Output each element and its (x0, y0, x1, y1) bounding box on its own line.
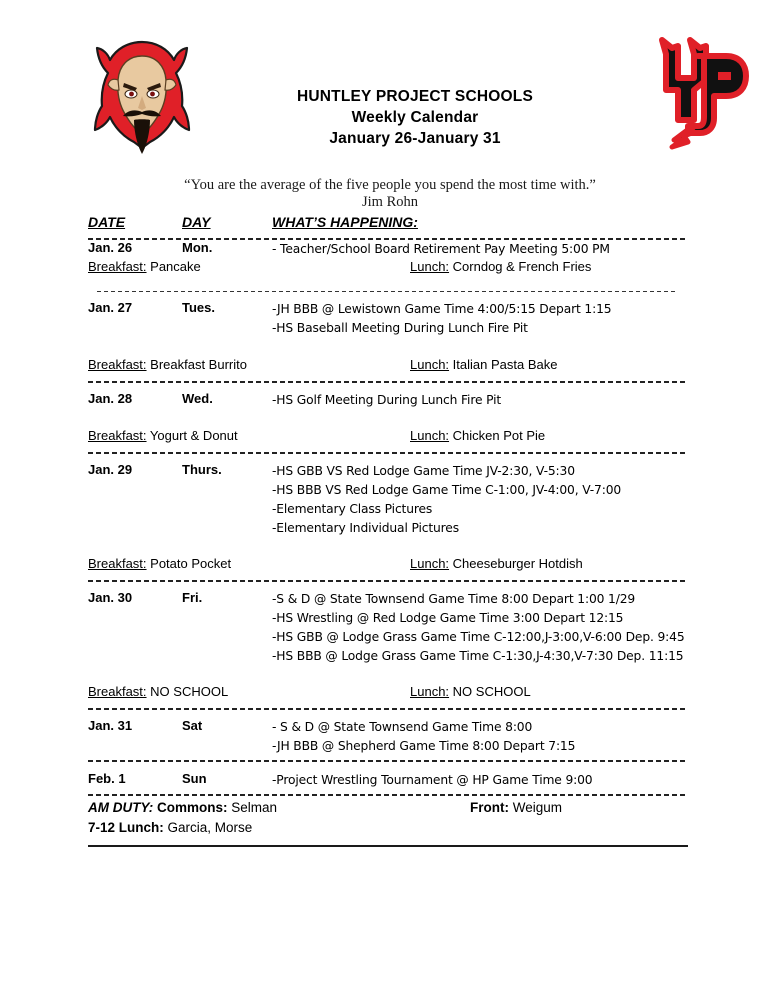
day-entry (0, 462, 773, 540)
events-cell (272, 300, 773, 338)
lunch-cell (410, 357, 557, 372)
red-devil-mascot-logo (88, 36, 196, 158)
day-cell: Tues. (182, 300, 215, 315)
day-entry (0, 718, 773, 760)
lunch-712-value: Garcia, Morse (167, 820, 253, 835)
events-cell (272, 240, 773, 259)
meal-row (0, 259, 773, 283)
divider (88, 794, 687, 796)
quote-block (90, 176, 690, 211)
commons-label: Commons: (157, 800, 228, 815)
event-line: - S & D @ State Townsend Game Time 8:00 (272, 720, 533, 734)
bottom-border-rule (88, 845, 688, 847)
event-line: -HS GBB VS Red Lodge Game Time JV-2:30, V-5:30 (272, 464, 575, 478)
lunch-value: Corndog & French Fries (452, 259, 592, 274)
date-cell: Feb. 1 (88, 771, 126, 786)
breakfast-cell (88, 357, 247, 372)
day-row-thurs (0, 454, 773, 580)
day-row-sun (0, 762, 773, 794)
event-line: -JH BBB @ Lewistown Game Time 4:00/5:15 Depart 1:15 (272, 302, 612, 316)
title-line-subtitle: Weekly Calendar (351, 109, 479, 126)
date-cell: Jan. 26 (88, 240, 133, 255)
event-line: -Elementary Individual Pictures (272, 521, 459, 535)
day-entry (0, 590, 773, 668)
day-entry (0, 240, 773, 259)
breakfast-label: Breakfast: (88, 684, 147, 699)
am-duty-label: AM DUTY: (88, 800, 154, 815)
day-row-sat (0, 710, 773, 760)
lunch-cell (410, 684, 531, 699)
day-entry (0, 300, 773, 340)
event-line: -HS Baseball Meeting During Lunch Fire Pit (272, 321, 528, 335)
event-line: -HS Golf Meeting During Lunch Fire Pit (272, 393, 502, 407)
breakfast-label: Breakfast: (88, 259, 147, 274)
lunch-value: Chicken Pot Pie (452, 428, 546, 443)
event-line: -HS Wrestling @ Red Lodge Game Time 3:00 Depart 12:15 (272, 611, 624, 625)
breakfast-label: Breakfast: (88, 428, 147, 443)
quote-author: Jim Rohn (362, 194, 418, 210)
title-line-daterange: January 26-January 31 (329, 130, 501, 147)
event-line: -Elementary Class Pictures (272, 502, 433, 516)
quote-text: “You are the average of the five people you spend the most time with.” (184, 177, 596, 193)
day-row-wed (0, 383, 773, 452)
lunch-cell (410, 428, 545, 443)
column-header-whats-happening: WHAT’S HAPPENING: (272, 214, 418, 230)
breakfast-cell (88, 428, 238, 443)
day-row-tues (0, 292, 773, 381)
lunch-label: Lunch: (410, 357, 450, 372)
events-cell (272, 771, 773, 790)
events-cell (272, 391, 773, 410)
breakfast-cell (88, 684, 228, 699)
lunch-712-label: 7-12 Lunch: (88, 820, 164, 835)
lunch-712-cell (88, 820, 252, 835)
commons-value: Selman (231, 800, 278, 815)
hp-monogram-logo (648, 32, 750, 150)
meal-row (0, 556, 773, 580)
breakfast-label: Breakfast: (88, 556, 147, 571)
am-duty-cell (88, 800, 277, 815)
meal-row (0, 684, 773, 708)
column-headers (0, 214, 773, 236)
front-value: Weigum (512, 800, 563, 815)
day-row-fri (0, 582, 773, 708)
front-label: Front: (470, 800, 509, 815)
event-line: -HS BBB VS Red Lodge Game Time C-1:00, JV-4:00, V-7:00 (272, 483, 622, 497)
lunch-label: Lunch: (410, 684, 450, 699)
column-header-date: DATE (88, 214, 126, 230)
event-line: -JH BBB @ Shepherd Game Time 8:00 Depart 7:15 (272, 739, 576, 753)
day-entry (0, 391, 773, 411)
breakfast-value: Pancake (150, 259, 201, 274)
event-line: -Project Wrestling Tournament @ HP Game Time 9:00 (272, 773, 593, 787)
lunch-cell (410, 556, 583, 571)
event-line: - Teacher/School Board Retirement Pay Meeting 5:00 PM (272, 242, 610, 256)
page-header (0, 24, 773, 164)
lunch-value: Italian Pasta Bake (452, 357, 558, 372)
events-cell (272, 590, 773, 666)
day-cell: Mon. (182, 240, 213, 255)
column-header-day: DAY (182, 214, 211, 230)
page-title (200, 86, 630, 149)
lunch-label: Lunch: (410, 259, 450, 274)
day-row-mon (0, 240, 773, 283)
breakfast-cell (88, 556, 231, 571)
date-cell: Jan. 29 (88, 462, 133, 477)
lunch-label: Lunch: (410, 556, 450, 571)
day-cell: Fri. (182, 590, 203, 605)
lunch-cell (410, 259, 591, 274)
lunch-value: NO SCHOOL (452, 684, 531, 699)
calendar-body (0, 238, 773, 840)
footer-duty-block (0, 800, 773, 840)
event-line: -S & D @ State Townsend Game Time 8:00 Depart 1:00 1/29 (272, 592, 636, 606)
breakfast-value: Breakfast Burrito (150, 357, 247, 372)
day-cell: Wed. (182, 391, 213, 406)
date-cell: Jan. 30 (88, 590, 133, 605)
day-cell: Thurs. (182, 462, 222, 477)
day-cell: Sat (182, 718, 203, 733)
event-line: -HS BBB @ Lodge Grass Game Time C-1:30,J-4:30,V-7:30 Dep. 11:15 (272, 649, 684, 663)
breakfast-cell (88, 259, 201, 274)
breakfast-value: Potato Pocket (150, 556, 232, 571)
meal-row (0, 357, 773, 381)
breakfast-value: NO SCHOOL (150, 684, 229, 699)
footer-row-lunch712 (0, 820, 773, 840)
meal-row (0, 428, 773, 452)
breakfast-value: Yogurt & Donut (149, 428, 238, 443)
events-cell (272, 718, 773, 756)
lunch-label: Lunch: (410, 428, 450, 443)
date-cell: Jan. 31 (88, 718, 133, 733)
day-cell: Sun (182, 771, 207, 786)
breakfast-label: Breakfast: (88, 357, 147, 372)
events-cell (272, 462, 773, 538)
day-entry (0, 771, 773, 794)
event-line: -HS GBB @ Lodge Grass Game Time C-12:00,J-3:00,V-6:00 Dep. 9:45 (272, 630, 685, 644)
lunch-value: Cheeseburger Hotdish (452, 556, 583, 571)
date-cell: Jan. 28 (88, 391, 133, 406)
footer-row-amduty (0, 800, 773, 820)
title-line-school: HUNTLEY PROJECT SCHOOLS (297, 88, 533, 105)
date-cell: Jan. 27 (88, 300, 133, 315)
front-duty-cell (470, 800, 562, 815)
